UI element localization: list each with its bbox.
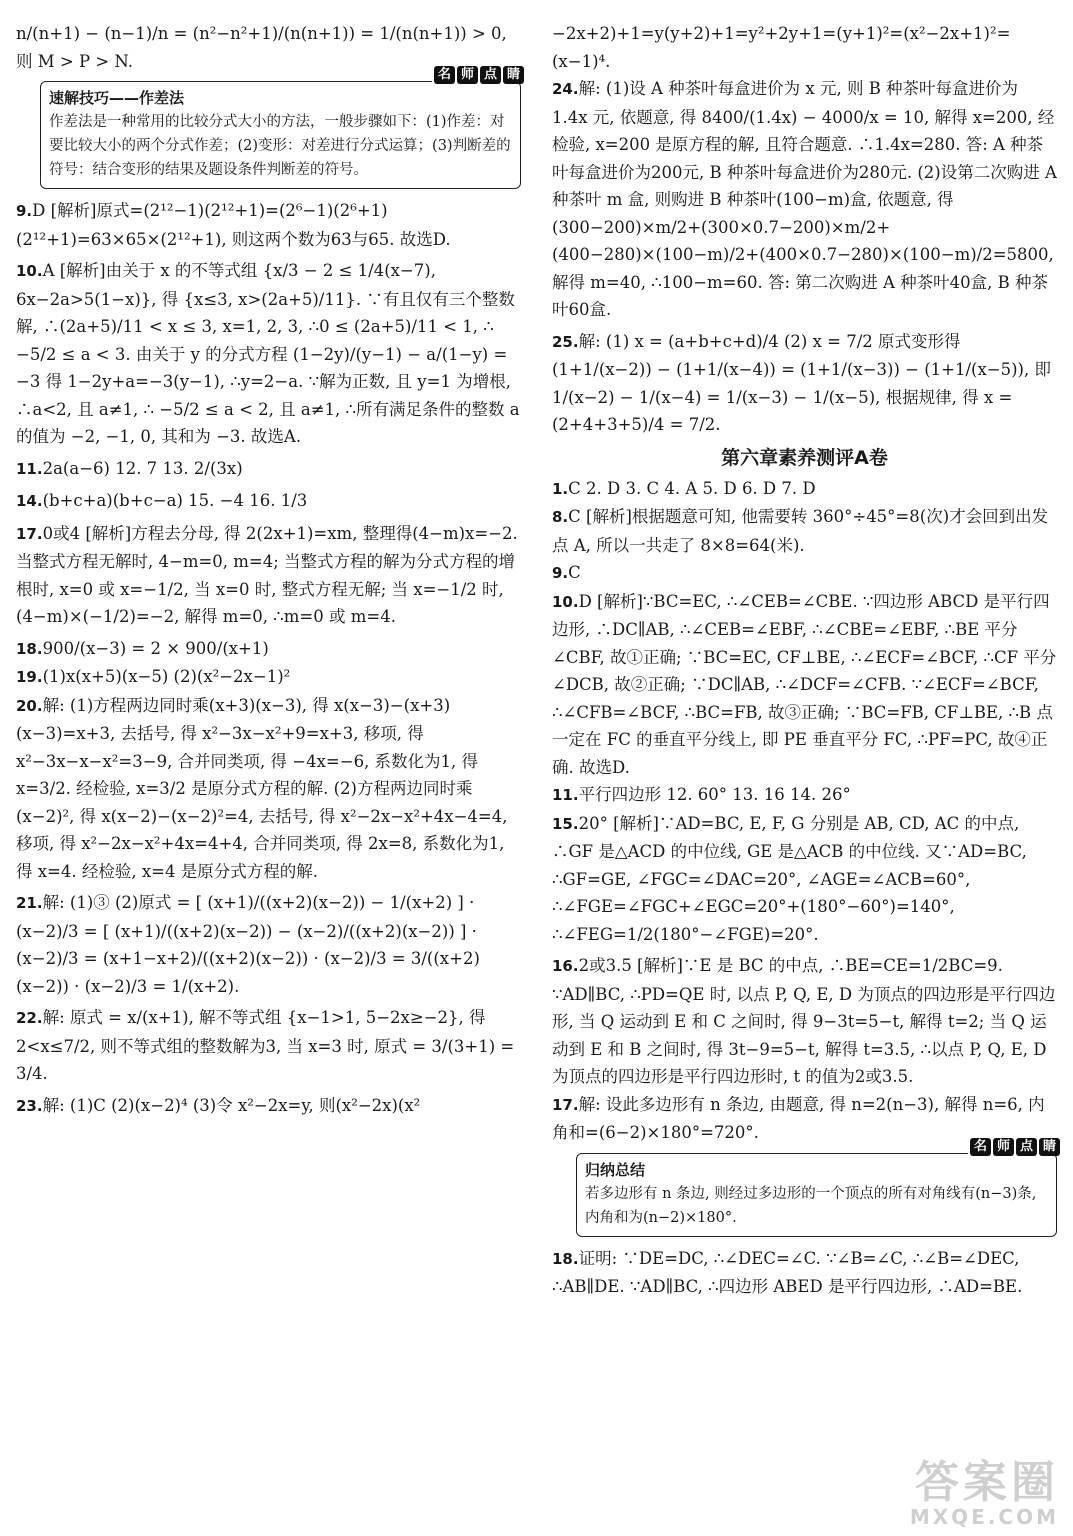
- item-number: 19.: [16, 668, 43, 686]
- answer-item-9: [16, 197, 521, 253]
- tip-box-summary: [576, 1138, 1057, 1237]
- item-number: 18.: [552, 1249, 579, 1268]
- item-number: 15.: [552, 814, 579, 833]
- answer-item-11-13: [16, 455, 521, 484]
- item-number: 18.: [16, 639, 43, 658]
- tip-box-speed-technique: [40, 67, 521, 189]
- answer-item-23: [16, 1092, 521, 1121]
- item-text: 平行四边形 12. 60° 13. 16 14. 26°: [578, 785, 851, 804]
- badge-char: 睛: [1039, 1138, 1060, 1156]
- answer-item-21: [16, 889, 521, 1000]
- tip-title: 归纳总结: [585, 1160, 646, 1179]
- item-text: 解: (1)C (2)(x−2)⁴ (3)令 x²−2x=y, 则(x²−2x)(x²: [42, 1095, 421, 1115]
- watermark-url: MXQE.COM: [909, 1505, 1059, 1529]
- item-number: 21.: [16, 894, 43, 912]
- famous-teacher-badge: [968, 1138, 1062, 1156]
- answer-item-16: [552, 952, 1057, 1091]
- item-number: 8.: [552, 508, 569, 526]
- item-text: 解: 设此多边形有 n 条边, 由题意, 得 n=2(n−3), 解得 n=6, 内角和=(6−2)×180°=720°.: [552, 1094, 1045, 1142]
- badge-char: 师: [457, 66, 478, 84]
- answer-item-22: [16, 1004, 521, 1088]
- item-text: D [解析]∵BC=EC, ∴∠CEB=∠CBE. ∵四边形 ABCD 是平行四边形, ∴DC∥AB, ∴∠CEB=∠EBF, ∴∠CBE=∠EBF, ∴BE 平分∠CBF, 故①正确; ∵BC=EC, CF⊥BE, ∴∠ECF=∠BCF, ∴CF 平分∠DCB, 故②正确; ∵DC∥AB, ∴∠DCF=∠CFB. ∵∠ECF=∠BCF, ∴∠CFB=∠BCF, ∴BC=FB, 故③正确; ∵BC=FB, CF⊥BE, ∴B 点一定在 FC 的垂直平分线上, 即 PE 垂直平分 FC, ∴PF=PC, 故④正确. 故选D.: [552, 591, 1057, 777]
- answer-item-14-16: [16, 487, 521, 516]
- item-text: 解: 原式 = x/(x+1), 解不等式组 {x−1>1, 5−2x≥−2}, 得 2<x≤7/2, 则不等式组的整数解为3, 当 x=3 时, 原式 = 3/(3+1) = 3/4.: [16, 1008, 515, 1083]
- answer-item-8: [552, 503, 1057, 559]
- item-text: (1)x(x+5)(x−5) (2)(x²−2x−1)²: [42, 667, 291, 686]
- item-number: 17.: [552, 1095, 579, 1114]
- item-text: 900/(x−3) = 2 × 900/(x+1): [42, 638, 269, 658]
- badge-char: 点: [480, 66, 501, 84]
- answer-item-25: [552, 328, 1057, 439]
- answer-item-11-14: [552, 781, 1057, 810]
- answer-item-18: [16, 635, 521, 664]
- item-number: 17.: [16, 524, 43, 543]
- famous-teacher-badge: [432, 66, 526, 84]
- continuation-line: [552, 20, 1057, 75]
- item-number: 20.: [16, 696, 43, 715]
- right-column: [552, 20, 1057, 1301]
- item-number: 9.: [16, 202, 33, 220]
- item-text: C: [568, 563, 581, 582]
- answer-item-10: [16, 257, 521, 451]
- answer-item-9: [552, 559, 1057, 588]
- watermark-logo: [909, 1457, 1059, 1529]
- item-text: 2a(a−6) 12. 7 13. 2/(3x): [42, 458, 243, 478]
- answer-item-17: [16, 520, 521, 631]
- item-number: 14.: [16, 492, 43, 510]
- answer-item-1-7: [552, 475, 1057, 504]
- item-number: 23.: [16, 1096, 43, 1115]
- badge-char: 睛: [503, 66, 524, 84]
- tip-body: 作差法是一种常用的比较分式大小的方法，一般步骤如下：(1)作差：对要比较大小的两个分式作差；(2)变形：对差进行分式运算；(3)判断差的符号：结合变形的结果及题设条件判断差的符号。: [49, 114, 511, 178]
- item-number: 24.: [552, 80, 579, 98]
- badge-char: 师: [993, 1138, 1014, 1156]
- tip-body: 若多边形有 n 条边, 则经过多边形的一个顶点的所有对角线有(n−3)条, 内角和为(n−2)×180°.: [585, 1185, 1037, 1226]
- item-text: 解: (1) x = (a+b+c+d)/4 (2) x = 7/2 原式变形得 (1+1/(x−2)) − (1+1/(x−4)) = (1+1/(x−3)) − (1+1/(x−5)), 即 1/(x−2) − 1/(x−4) = 1/(x−3) − 1/(x−5), 根据规律, 得 x = (2+4+3+5)/4 = 7/2.: [552, 331, 1051, 434]
- item-text: 2或3.5 [解析]∵E 是 BC 的中点, ∴BE=CE=1/2BC=9. ∵AD∥BC, ∴PD=QE 时, 以点 P, Q, E, D 为顶点的四边形是平行四边形, 当 Q 运动到 E 和 C 之间时, 得 9−3t=5−t, 解得 t=2; 当 Q 运动到 E 和 B 之间时, 得 3t−9=5−t, 解得 t=3.5, ∴以点 P, Q, E, D 为顶点的四边形是平行四边形时, t 的值为2或3.5.: [552, 956, 1056, 1086]
- answer-item-20: [16, 692, 521, 886]
- tip-title: 速解技巧——作差法: [49, 89, 185, 107]
- item-text: 解: (1)设 A 种茶叶每盒进价为 x 元, 则 B 种茶叶每盒进价为 1.4x 元, 依题意, 得 8400/(1.4x) − 4000/x = 10, 解得 x=200, 经检验, x=200 是原方程的解, 且符合题意. ∴1.4x=280. 答: A 种茶叶每盒进价为200元, B 种茶叶每盒进价为280元. (2)设第二次购进 A 种茶叶 m 盒, 则购进 B 种茶叶(100−m)盒, 依题意, 得(300−200)×m/2+(300×0.7−200)×m/2+(400−280)×(100−m)/2+(400×0.7−280)×(100−m)/2=5800, 解得 m=40, ∴100−m=60. 答: 第二次购进 A 种茶叶40盒, B 种茶叶60盒.: [552, 79, 1057, 319]
- item-number: 25.: [552, 332, 579, 351]
- item-text: (b+c+a)(b+c−a) 15. −4 16. 1/3: [42, 491, 308, 510]
- left-column: [16, 20, 521, 1120]
- item-text: 解: (1)③ (2)原式 = [ (x+1)/((x+2)(x−2)) − 1/(x+2) ] · (x−2)/3 = [ (x+1)/((x+2)(x−2)) − (x−2)/((x+2)(x−2)) ] · (x−2)/3 = (x+1−x+2)/((x+2)(x−2)) · (x−2)/3 = 3/((x+2)(x−2)) · (x−2)/3 = 1/(x+2).: [16, 893, 480, 996]
- answer-item-10: [552, 588, 1057, 782]
- item-text: 解: (1)方程两边同时乘(x+3)(x−3), 得 x(x−3)−(x+3)(x−3)=x+3, 去括号, 得 x²−3x−x²+9=x+3, 移项, 得 x²−3x−x−x²=3−9, 合并同类项, 得 −4x=−6, 系数化为1, 得 x=3/2. 经检验, x=3/2 是原分式方程的解. (2)方程两边同时乘(x−2)², 得 x(x−2)−(x−2)²=4, 去括号, 得 x²−2x−x²+4x−4=4, 移项, 得 x²−2x−x²+4x=4+4, 合并同类项, 得 2x=8, 系数化为1, 得 x=4. 经检验, x=4 是原分式方程的解.: [16, 695, 508, 881]
- item-text: C [解析]根据题意可知, 他需要转 360°÷45°=8(次)才会回到出发点 A, 所以一共走了 8×8=64(米).: [552, 507, 1049, 555]
- answer-item-18: [552, 1245, 1057, 1301]
- item-text: D [解析]原式=(2¹²−1)(2¹²+1)=(2⁶−1)(2⁶+1)(2¹²+1)=63×65×(2¹²+1), 则这两个数为63与65. 故选D.: [16, 201, 451, 249]
- item-number: 16.: [552, 957, 579, 975]
- item-text: A [解析]由关于 x 的不等式组 {x/3 − 2 ≤ 1/4(x−7), 6x−2a>5(1−x)}, 得 {x≤3, x>(2a+5)/11}. ∵有且仅有三个整数解, ∴(2a+5)/11 < x ≤ 3, x=1, 2, 3, ∴0 ≤ (2a+5)/11 < 1, ∴ −5/2 ≤ a < 3. 由关于 y 的分式方程 (1−2y)/(y−1) − a/(1−y) = −3 得 1−2y+a=−3(y−1), ∴y=2−a. ∵解为正数, 且 y=1 为增根, ∴a<2, 且 a≠1, ∴ −5/2 ≤ a < 2, 且 a≠1, ∴所有满足条件的整数 a 的值为 −2, −1, 0, 其和为 −3. 故选A.: [16, 261, 520, 446]
- answer-item-19: [16, 663, 521, 692]
- item-number: 10.: [552, 592, 579, 611]
- item-number: 10.: [16, 262, 43, 280]
- item-text: 20° [解析]∵AD=BC, E, F, G 分别是 AB, CD, AC 的中点, ∴GF 是△ACD 的中位线, GE 是△ACB 的中位线. 又∵AD=BC, ∴GF=GE, ∠FGC=∠DAC=20°, ∠AGE=∠ACB=60°, ∴∠FGE=∠FGC+∠EGC=20°+(180°−60°)=140°, ∴∠FEG=1/2(180°−∠FGE)=20°.: [552, 813, 1027, 944]
- badge-char: 名: [970, 1138, 991, 1156]
- item-number: 9.: [552, 564, 569, 582]
- watermark-title: 答案圈: [915, 1457, 1059, 1508]
- item-text: 证明: ∵DE=DC, ∴∠DEC=∠C. ∵∠B=∠C, ∴∠B=∠DEC, ∴AB∥DE. ∵AD∥BC, ∴四边形 ABED 是平行四边形, ∴AD=BE.: [552, 1248, 1023, 1296]
- chapter-title: 第六章素养测评A卷: [721, 446, 888, 469]
- continuation-text: n/(n+1) − (n−1)/n = (n²−n²+1)/(n(n+1)) = 1/(n(n+1)) > 0, 则 M > P > N.: [16, 24, 507, 71]
- item-number: 11.: [16, 459, 43, 478]
- answer-item-15: [552, 810, 1057, 949]
- item-number: 11.: [552, 786, 579, 804]
- continuation-text: −2x+2)+1=y(y+2)+1=y²+2y+1=(y+1)²=(x²−2x+1)²=(x−1)⁴.: [552, 24, 1011, 71]
- badge-char: 点: [1016, 1138, 1037, 1156]
- badge-char: 名: [434, 66, 455, 84]
- item-text: 0或4 [解析]方程去分母, 得 2(2x+1)=xm, 整理得(4−m)x=−2. 当整式方程无解时, 4−m=0, m=4; 当整式方程的解为分式方程的增根时, x=0 或 x=−1/2, 当 x=0 时, 整式方程无解; 当 x=−1/2 时, (4−m)×(−1/2)=−2, 解得 m=0, ∴m=0 或 m=4.: [16, 523, 518, 626]
- item-number: 22.: [16, 1009, 43, 1027]
- item-number: 1.: [552, 479, 569, 498]
- answer-item-24: [552, 75, 1057, 324]
- item-text: C 2. D 3. C 4. A 5. D 6. D 7. D: [568, 478, 816, 498]
